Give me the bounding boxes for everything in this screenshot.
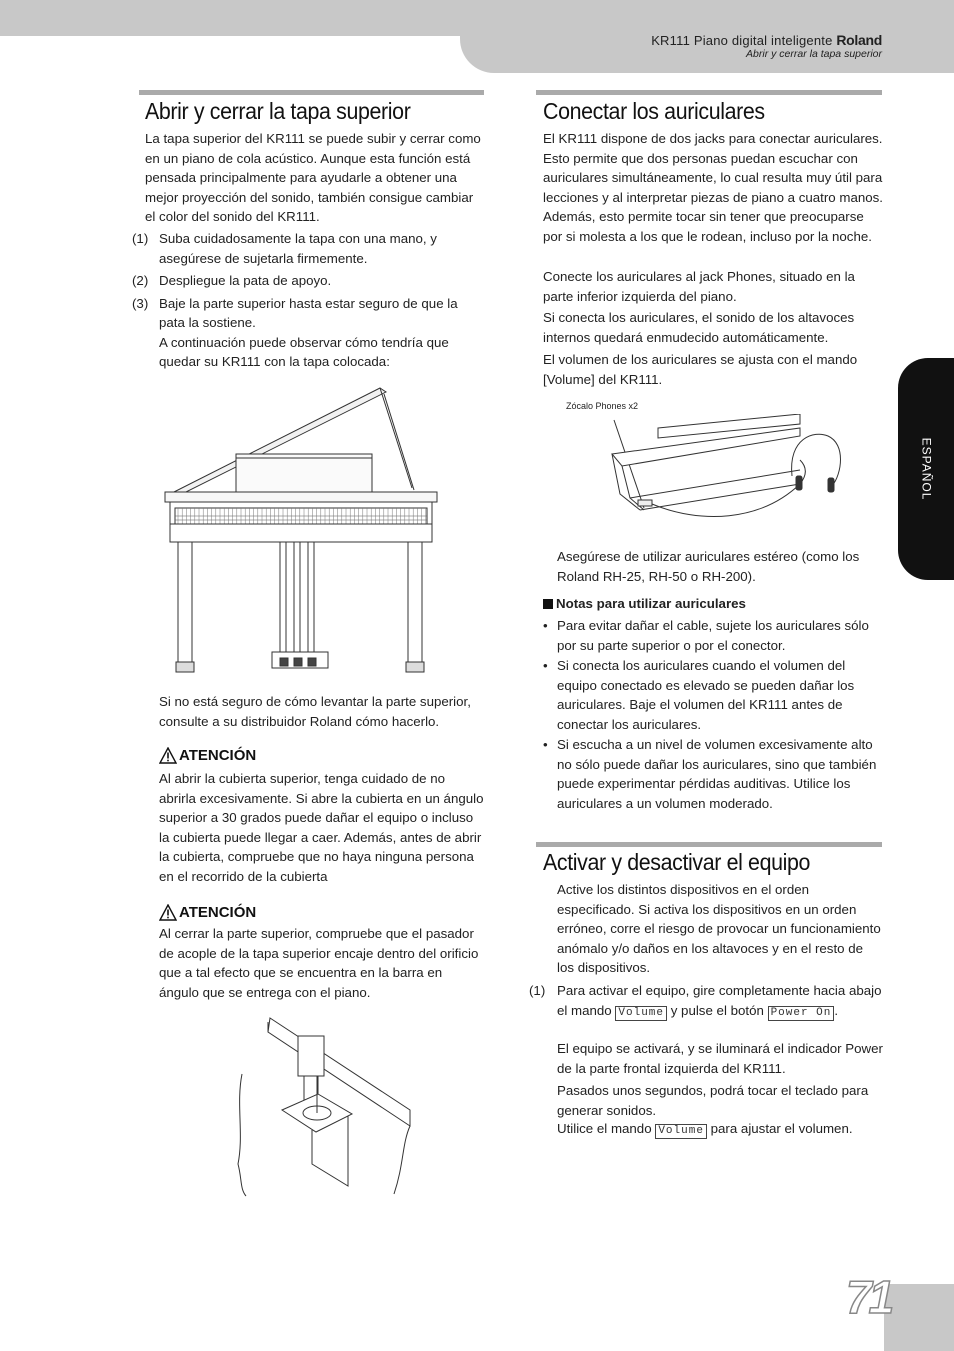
list-item: • Para evitar dañar el cable, sujete los auriculares sólo por su parte superior o por el conector. <box>543 618 869 653</box>
warning-text-1: Al abrir la cubierta superior, tenga cuidado de no abrirla excesivamente. Si abre la cubierta en un ángulo superior a 30 grados puede dañar el equipo o incluso la cubierta puede llegar a caer. Además, antes de abrir la cubierta, compruebe que no haya ninguna persona en el recorrido de la cubierta <box>159 771 484 884</box>
section-bar <box>536 90 882 95</box>
brand-logo: Roland <box>836 32 882 48</box>
step-list <box>132 229 484 372</box>
power-ready-paragraph: Pasados unos segundos, podrá tocar el teclado para generar sonidos. <box>557 1083 869 1118</box>
grand-piano-figure <box>160 378 442 678</box>
page-number: 71 <box>846 1271 892 1323</box>
list-item: (1) Suba cuidadosamente la tapa con una mano, y asegúrese de sujetarla firmemente. <box>132 231 437 266</box>
list-item: (3) Baje la parte superior hasta estar seguro de que la pata la sostiene. <box>132 295 458 330</box>
list-item: • Si escucha a un nivel de volumen excesivamente alto no sólo puede dañar los auriculares, sino que también puede experimentar pérdidas auditivas. Utilice los auriculares a un volumen moderado. <box>543 737 877 811</box>
bullet-icon: • <box>543 618 548 633</box>
section-bar <box>139 90 484 95</box>
notes-heading: Notas para utilizar auriculares <box>543 596 746 611</box>
step-note: A continuación puede observar cómo tendría que quedar su KR111 con la tapa colocada: <box>159 334 449 369</box>
section-bar <box>536 842 882 847</box>
warning-heading-1: ATENCIÓN <box>159 747 256 764</box>
figure-label-phones: Zócalo Phones x2 <box>566 401 639 411</box>
power-on-key-label: Power On <box>768 1006 835 1021</box>
headphones-paragraph-1: El KR111 dispone de dos jacks para conectar auriculares. Esto permite que dos personas puedan escuchar con auriculares simultáneamente, lo cual resulta muy útil para lecciones y al interpretar piezas de piano a cuatro manos. Además, esto permite tocar sin tener que preocuparse por si molesta a los que le rodean, incluso por la noche. <box>543 131 883 244</box>
list-item: (1) Para activar el equipo, gire completamente hacia abajo el mando Volume y pulse el botón Power On . <box>529 983 882 1019</box>
list-item: • Si conecta los auriculares cuando el volumen del equipo conectado es elevado se pueden dañar los auriculares. Baje el volumen del KR111 antes de conectar los auriculares. <box>543 658 855 732</box>
volume-key-label: Volume <box>615 1006 667 1021</box>
stereo-note-paragraph: Asegúrese de utilizar auriculares estéreo (como los Roland RH-25, RH-50 o RH-200). <box>557 549 860 584</box>
warning-text-2: Al cerrar la parte superior, compruebe que el pasador de acople de la tapa superior encaje dentro del orificio que a tal efecto que se encuentra en la barra en ángulo que se entrega con el piano. <box>159 926 479 1000</box>
section-heading-power: Activar y desactivar el equipo <box>543 849 811 875</box>
headphones-paragraph-4: El volumen de los auriculares se ajusta con el mando [Volume] del KR111. <box>543 352 858 387</box>
header-title: KR111 Piano digital inteligente Roland <box>651 32 882 48</box>
warning-triangle-icon <box>159 904 177 921</box>
header-subtitle: Abrir y cerrar la tapa superior <box>746 48 882 60</box>
notes-list <box>543 616 883 813</box>
intro-paragraph: La tapa superior del KR111 se puede subir y cerrar como en un piano de cola acústico. Aunque esta función está pensada principalmente para ayudarle a obtener una mejor proyección del sonido, también consigue cambiar el color del sonido del KR111. <box>145 131 481 224</box>
power-paragraph: Active los distintos dispositivos en el orden especificado. Si activa los dispositivos en un orden erróneo, corre el riesgo de provocar un funcionamiento anómalo y/o daños en los altavoces y en el resto de los dispositivos. <box>557 882 881 975</box>
headphones-figure <box>560 414 850 540</box>
warning-triangle-icon <box>159 747 177 764</box>
section-heading-lid: Abrir y cerrar la tapa superior <box>145 98 411 124</box>
square-bullet-icon <box>543 599 553 609</box>
bullet-icon: • <box>543 737 548 752</box>
headphones-paragraph-2: Conecte los auriculares al jack Phones, situado en la parte inferior izquierda del piano. <box>543 269 855 304</box>
power-result-paragraph: El equipo se activará, y se iluminará el indicador Power de la parte frontal izquierda del KR111. <box>557 1041 883 1076</box>
language-tab-label: ESPAÑOL <box>919 437 933 501</box>
power-step <box>529 981 883 1021</box>
list-item: (2) Despliegue la pata de apoyo. <box>132 273 332 288</box>
section-heading-headphones: Conectar los auriculares <box>543 98 765 124</box>
volume-key-label: Volume <box>655 1124 707 1139</box>
headphones-paragraph-3: Si conecta los auriculares, el sonido de los altavoces internos quedará enmudecido automáticamente. <box>543 310 855 345</box>
page-number-box <box>884 1284 954 1351</box>
volume-adjust-paragraph: Utilice el mando Volume para ajustar el volumen. <box>557 1121 853 1137</box>
lid-pin-figure <box>234 1014 414 1198</box>
warning-heading-2: ATENCIÓN <box>159 904 256 921</box>
after-figure-paragraph: Si no está seguro de cómo levantar la parte superior, consulte a su distribuidor Roland cómo hacerlo. <box>159 694 471 729</box>
bullet-icon: • <box>543 658 548 673</box>
